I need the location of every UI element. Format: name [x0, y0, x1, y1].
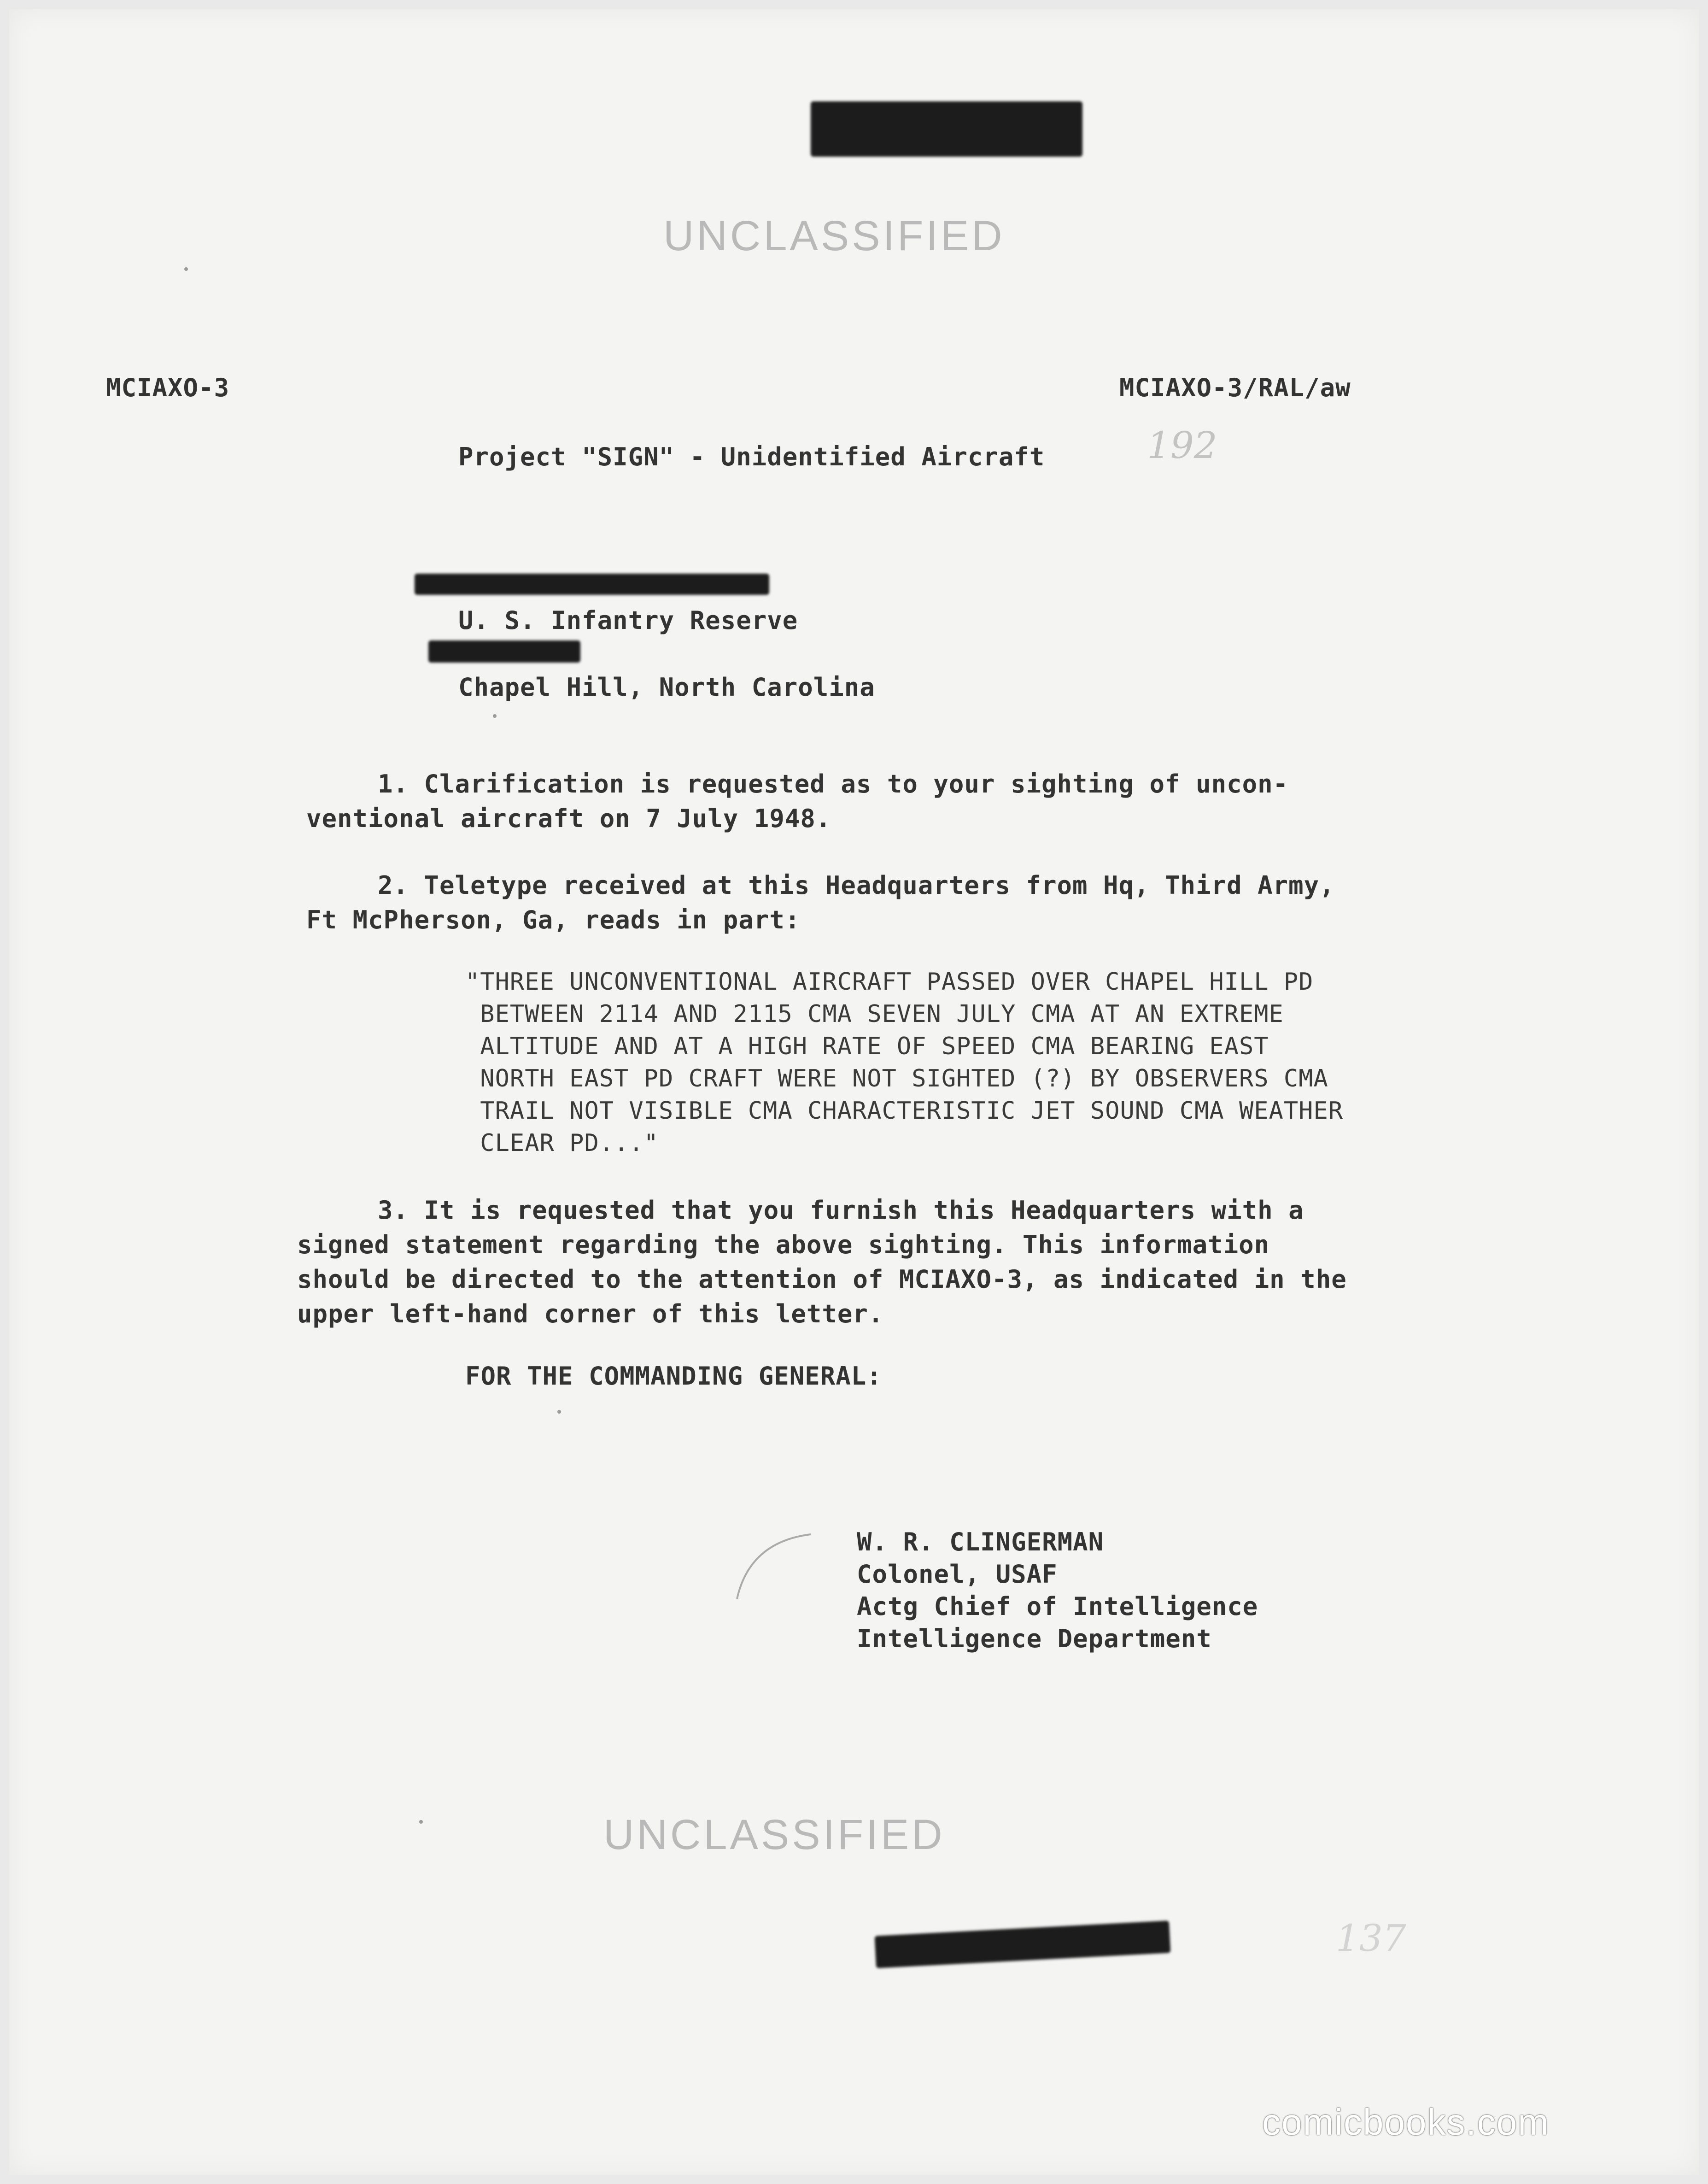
pen-stroke [728, 1530, 820, 1603]
subject-line: Project "SIGN" - Unidentified Aircraft [458, 442, 1045, 471]
reference-right: MCIAXO-3/RAL/aw [1119, 373, 1351, 402]
teletype-line-1: "THREE UNCONVENTIONAL AIRCRAFT PASSED OVER CHAPEL HILL PD [465, 968, 1314, 996]
reference-left: MCIAXO-3 [106, 373, 230, 402]
redaction-name [415, 574, 769, 595]
paragraph-1-line-1: 1. Clarification is requested as to your sighting of uncon- [378, 769, 1289, 798]
teletype-line-2: BETWEEN 2114 AND 2115 CMA SEVEN JULY CMA AT AN EXTREME [465, 1000, 1284, 1028]
redaction-bottom [875, 1920, 1171, 1968]
teletype-line-5: TRAIL NOT VISIBLE CMA CHARACTERISTIC JET SOUND CMA WEATHER [465, 1097, 1344, 1125]
address-line-2: Chapel Hill, North Carolina [458, 673, 875, 702]
teletype-line-3: ALTITUDE AND AT A HIGH RATE OF SPEED CMA BEARING EAST [465, 1033, 1269, 1060]
paragraph-2-line-1: 2. Teletype received at this Headquarters from Hq, Third Army, [378, 871, 1335, 900]
signature-rank: Colonel, USAF [857, 1560, 1058, 1589]
paragraph-3-line-1: 3. It is requested that you furnish this Headquarters with a [378, 1196, 1304, 1225]
closing-line: FOR THE COMMANDING GENERAL: [465, 1362, 882, 1391]
redaction-street [428, 640, 580, 663]
handwritten-number: 192 [1147, 424, 1217, 467]
teletype-line-6: CLEAR PD..." [465, 1129, 659, 1157]
signature-title: Actg Chief of Intelligence [857, 1592, 1258, 1621]
document-page [9, 9, 1699, 2175]
unclassified-stamp-bottom: UNCLASSIFIED [603, 1811, 945, 1858]
paragraph-3-line-4: upper left-hand corner of this letter. [297, 1299, 884, 1328]
site-watermark: comicbooks.com [1262, 2102, 1550, 2143]
signature-department: Intelligence Department [857, 1624, 1212, 1653]
address-line-1: U. S. Infantry Reserve [458, 606, 798, 635]
teletype-line-4: NORTH EAST PD CRAFT WERE NOT SIGHTED (?) BY OBSERVERS CMA [465, 1065, 1328, 1092]
redaction-top [811, 101, 1082, 157]
paragraph-2-line-2: Ft McPherson, Ga, reads in part: [306, 905, 801, 934]
signature-name: W. R. CLINGERMAN [857, 1527, 1104, 1556]
paragraph-3-line-3: should be directed to the attention of MCIAXO-3, as indicated in the [297, 1265, 1347, 1294]
handwritten-mark: 137 [1336, 1917, 1406, 1960]
paragraph-3-line-2: signed statement regarding the above sighting. This information [297, 1230, 1270, 1259]
unclassified-stamp-top: UNCLASSIFIED [663, 212, 1005, 259]
paragraph-1-line-2: ventional aircraft on 7 July 1948. [306, 804, 831, 833]
